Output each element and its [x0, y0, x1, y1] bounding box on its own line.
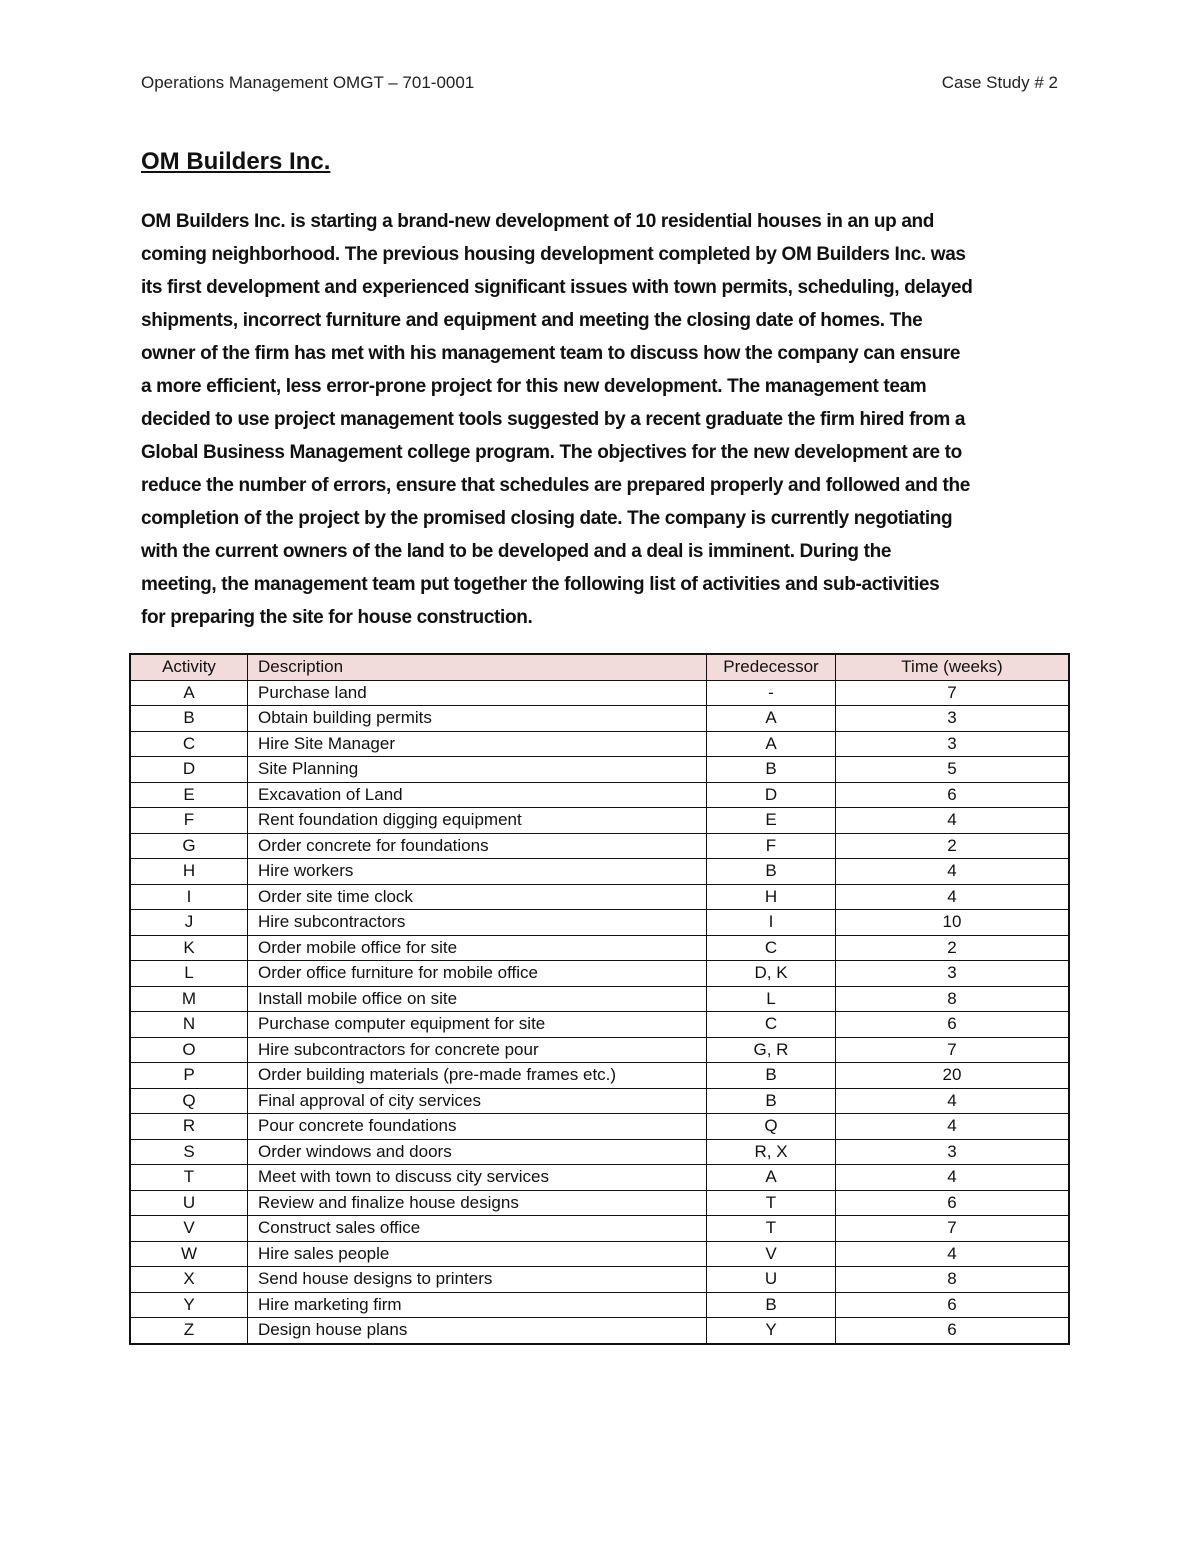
- time-cell: 6: [836, 1318, 1070, 1344]
- table-header-row: [130, 654, 1069, 680]
- activity-cell: P: [130, 1063, 248, 1089]
- description-cell: Send house designs to printers: [248, 1267, 707, 1293]
- paragraph-line: Global Business Management college program. The objectives for the new development are to: [141, 442, 962, 463]
- description-cell: Order windows and doors: [248, 1139, 707, 1165]
- predecessor-cell: L: [707, 986, 836, 1012]
- table-row: [130, 1216, 1069, 1242]
- table-row: [130, 808, 1069, 834]
- predecessor-cell: B: [707, 757, 836, 783]
- predecessor-cell: D: [707, 782, 836, 808]
- column-header-description: Description: [248, 654, 707, 680]
- paragraph-line: completion of the project by the promised closing date. The company is currently negotiating: [141, 508, 953, 529]
- paragraph-line: OM Builders Inc. is starting a brand-new development of 10 residential houses in an up and: [141, 211, 935, 232]
- activity-cell: U: [130, 1190, 248, 1216]
- description-cell: Design house plans: [248, 1318, 707, 1344]
- predecessor-cell: C: [707, 1012, 836, 1038]
- activity-cell: T: [130, 1165, 248, 1191]
- activity-cell: J: [130, 910, 248, 936]
- time-cell: 3: [836, 1139, 1070, 1165]
- activity-cell: Z: [130, 1318, 248, 1344]
- paragraph-line: with the current owners of the land to be developed and a deal is imminent. During the: [141, 541, 892, 562]
- time-cell: 7: [836, 1037, 1070, 1063]
- predecessor-cell: R, X: [707, 1139, 836, 1165]
- description-cell: Hire sales people: [248, 1241, 707, 1267]
- activity-cell: B: [130, 706, 248, 732]
- activity-cell: X: [130, 1267, 248, 1293]
- predecessor-cell: I: [707, 910, 836, 936]
- table-row: [130, 1241, 1069, 1267]
- table-row: [130, 859, 1069, 885]
- table-row: [130, 1318, 1069, 1344]
- description-cell: Hire Site Manager: [248, 731, 707, 757]
- activity-cell: G: [130, 833, 248, 859]
- activity-cell: F: [130, 808, 248, 834]
- activity-cell: W: [130, 1241, 248, 1267]
- time-cell: 10: [836, 910, 1070, 936]
- table-row: [130, 1114, 1069, 1140]
- predecessor-cell: B: [707, 1088, 836, 1114]
- predecessor-cell: T: [707, 1216, 836, 1242]
- time-cell: 6: [836, 1190, 1070, 1216]
- table-row: [130, 1139, 1069, 1165]
- table-row: [130, 1088, 1069, 1114]
- page-header-case-study: Case Study # 2: [941, 73, 1058, 92]
- activity-cell: H: [130, 859, 248, 885]
- time-cell: 4: [836, 1241, 1070, 1267]
- description-cell: Install mobile office on site: [248, 986, 707, 1012]
- predecessor-cell: -: [707, 680, 836, 706]
- predecessor-cell: T: [707, 1190, 836, 1216]
- predecessor-cell: A: [707, 706, 836, 732]
- table-row: [130, 884, 1069, 910]
- predecessor-cell: D, K: [707, 961, 836, 987]
- activity-cell: Q: [130, 1088, 248, 1114]
- description-cell: Order site time clock: [248, 884, 707, 910]
- description-cell: Obtain building permits: [248, 706, 707, 732]
- activity-cell: M: [130, 986, 248, 1012]
- description-cell: Hire subcontractors for concrete pour: [248, 1037, 707, 1063]
- column-header-activity: Activity: [130, 654, 248, 680]
- time-cell: 7: [836, 1216, 1070, 1242]
- time-cell: 6: [836, 1292, 1070, 1318]
- activity-cell: L: [130, 961, 248, 987]
- table-row: [130, 1063, 1069, 1089]
- description-cell: Site Planning: [248, 757, 707, 783]
- activity-cell: R: [130, 1114, 248, 1140]
- description-cell: Purchase computer equipment for site: [248, 1012, 707, 1038]
- time-cell: 4: [836, 884, 1070, 910]
- table-row: [130, 1165, 1069, 1191]
- time-cell: 3: [836, 961, 1070, 987]
- table-row: [130, 961, 1069, 987]
- time-cell: 8: [836, 986, 1070, 1012]
- time-cell: 20: [836, 1063, 1070, 1089]
- description-cell: Order office furniture for mobile office: [248, 961, 707, 987]
- paragraph-line: for preparing the site for house construction.: [141, 607, 533, 628]
- activity-cell: A: [130, 680, 248, 706]
- predecessor-cell: B: [707, 1292, 836, 1318]
- table-row: [130, 1267, 1069, 1293]
- paragraph-line: its first development and experienced significant issues with town permits, scheduling, delayed: [141, 277, 973, 298]
- predecessor-cell: C: [707, 935, 836, 961]
- description-cell: Hire marketing firm: [248, 1292, 707, 1318]
- description-cell: Hire workers: [248, 859, 707, 885]
- time-cell: 6: [836, 1012, 1070, 1038]
- predecessor-cell: B: [707, 1063, 836, 1089]
- time-cell: 2: [836, 833, 1070, 859]
- table-row: [130, 1190, 1069, 1216]
- paragraph-line: coming neighborhood. The previous housing development completed by OM Builders Inc. was: [141, 244, 966, 265]
- time-cell: 5: [836, 757, 1070, 783]
- time-cell: 8: [836, 1267, 1070, 1293]
- description-cell: Construct sales office: [248, 1216, 707, 1242]
- time-cell: 4: [836, 1165, 1070, 1191]
- time-cell: 4: [836, 859, 1070, 885]
- description-cell: Excavation of Land: [248, 782, 707, 808]
- paragraph-line: shipments, incorrect furniture and equipment and meeting the closing date of homes. The: [141, 310, 923, 331]
- time-cell: 3: [836, 731, 1070, 757]
- description-cell: Order mobile office for site: [248, 935, 707, 961]
- activity-cell: Y: [130, 1292, 248, 1318]
- time-cell: 4: [836, 1114, 1070, 1140]
- activity-cell: I: [130, 884, 248, 910]
- description-cell: Hire subcontractors: [248, 910, 707, 936]
- table-row: [130, 757, 1069, 783]
- description-cell: Rent foundation digging equipment: [248, 808, 707, 834]
- intro-paragraph: [141, 205, 1071, 634]
- table-row: [130, 680, 1069, 706]
- activity-cell: K: [130, 935, 248, 961]
- time-cell: 6: [836, 782, 1070, 808]
- predecessor-cell: A: [707, 731, 836, 757]
- column-header-time: Time (weeks): [836, 654, 1070, 680]
- activity-cell: N: [130, 1012, 248, 1038]
- paragraph-line: reduce the number of errors, ensure that schedules are prepared properly and followed and the: [141, 475, 970, 496]
- paragraph-line: owner of the firm has met with his management team to discuss how the company can ensure: [141, 343, 961, 364]
- activity-cell: D: [130, 757, 248, 783]
- table-row: [130, 833, 1069, 859]
- description-cell: Purchase land: [248, 680, 707, 706]
- predecessor-cell: B: [707, 859, 836, 885]
- table-row: [130, 935, 1069, 961]
- time-cell: 2: [836, 935, 1070, 961]
- page-header-course: Operations Management OMGT – 701-0001: [141, 73, 475, 92]
- time-cell: 7: [836, 680, 1070, 706]
- time-cell: 4: [836, 808, 1070, 834]
- table-row: [130, 1012, 1069, 1038]
- column-header-predecessor: Predecessor: [707, 654, 836, 680]
- description-cell: Order concrete for foundations: [248, 833, 707, 859]
- table-row: [130, 731, 1069, 757]
- paragraph-line: a more efficient, less error-prone project for this new development. The management team: [141, 376, 927, 397]
- activity-cell: O: [130, 1037, 248, 1063]
- predecessor-cell: H: [707, 884, 836, 910]
- predecessor-cell: E: [707, 808, 836, 834]
- predecessor-cell: U: [707, 1267, 836, 1293]
- time-cell: 3: [836, 706, 1070, 732]
- description-cell: Final approval of city services: [248, 1088, 707, 1114]
- activities-table: [129, 653, 1070, 1345]
- predecessor-cell: V: [707, 1241, 836, 1267]
- activity-cell: S: [130, 1139, 248, 1165]
- activity-cell: E: [130, 782, 248, 808]
- predecessor-cell: Q: [707, 1114, 836, 1140]
- table-row: [130, 1292, 1069, 1318]
- time-cell: 4: [836, 1088, 1070, 1114]
- table-row: [130, 1037, 1069, 1063]
- description-cell: Pour concrete foundations: [248, 1114, 707, 1140]
- predecessor-cell: G, R: [707, 1037, 836, 1063]
- predecessor-cell: F: [707, 833, 836, 859]
- paragraph-line: decided to use project management tools suggested by a recent graduate the firm hired from a: [141, 409, 966, 430]
- activity-cell: V: [130, 1216, 248, 1242]
- predecessor-cell: A: [707, 1165, 836, 1191]
- paragraph-line: meeting, the management team put together the following list of activities and sub-activities: [141, 574, 940, 595]
- activity-cell: C: [130, 731, 248, 757]
- table-row: [130, 706, 1069, 732]
- description-cell: Order building materials (pre-made frames etc.): [248, 1063, 707, 1089]
- table-row: [130, 986, 1069, 1012]
- document-title: OM Builders Inc.: [141, 148, 331, 175]
- description-cell: Meet with town to discuss city services: [248, 1165, 707, 1191]
- table-row: [130, 910, 1069, 936]
- table-row: [130, 782, 1069, 808]
- description-cell: Review and finalize house designs: [248, 1190, 707, 1216]
- predecessor-cell: Y: [707, 1318, 836, 1344]
